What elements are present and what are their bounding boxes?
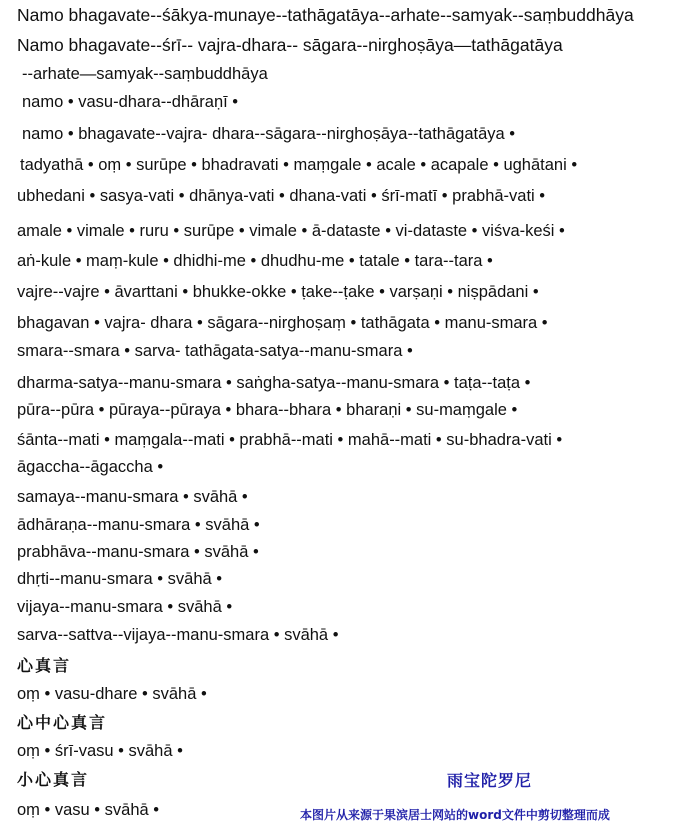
document-title: 雨宝陀罗尼	[447, 771, 533, 790]
mantra-line: ubhedani • sasya-vati • dhānya-vati • dhana-vati • śrī-matī • prabhā-vati •	[17, 187, 546, 205]
mantra-line: prabhāva--manu-smara • svāhā •	[17, 543, 259, 561]
mantra-line: smara--smara • sarva- tathāgata-satya--manu-smara •	[17, 342, 413, 360]
section-heading: 心中心真言	[17, 713, 108, 732]
mantra-line: pūra--pūra • pūraya--pūraya • bhara--bhara • bharaṇi • su-maṃgale •	[17, 401, 518, 419]
mantra-line: namo • vasu-dhara--dhāraṇī •	[22, 93, 239, 111]
mantra-line: vajre--vajre • āvarttani • bhukke-okke • ṭake--ṭake • varṣaṇi • niṣpādani •	[17, 283, 539, 301]
mantra-line: vijaya--manu-smara • svāhā •	[17, 598, 233, 616]
mantra-line: bhagavan • vajra- dhara • sāgara--nirghoṣaṃ • tathāgata • manu-smara •	[17, 314, 548, 332]
mantra-line: ādhāraṇa--manu-smara • svāhā •	[17, 516, 260, 534]
section-mantra: oṃ • śrī-vasu • svāhā •	[17, 742, 183, 760]
mantra-line: Namo bhagavate--śākya-munaye--tathāgatāya--arhate--samyak--saṃbuddhāya	[17, 5, 634, 25]
section-mantra: oṃ • vasu • svāhā •	[17, 801, 160, 819]
section-heading: 小心真言	[17, 770, 90, 789]
mantra-line: dharma-satya--manu-smara • saṅgha-satya--manu-smara • taṭa--taṭa •	[17, 374, 531, 392]
section-mantra: oṃ • vasu-dhare • svāhā •	[17, 685, 207, 703]
mantra-line: amale • vimale • ruru • surūpe • vimale • ā-dataste • vi-dataste • viśva-keśi •	[17, 222, 565, 240]
mantra-line: dhṛti--manu-smara • svāhā •	[17, 570, 223, 588]
mantra-line: tadyathā • oṃ • surūpe • bhadravati • maṃgale • acale • acapale • ughātani •	[20, 156, 578, 174]
mantra-line: --arhate—samyak--saṃbuddhāya	[22, 65, 268, 83]
source-caption: 本图片从来源于果滨居士网站的word文件中剪切整理而成	[300, 808, 610, 822]
mantra-line: sarva--sattva--vijaya--manu-smara • svāhā •	[17, 626, 339, 644]
mantra-line: śānta--mati • maṃgala--mati • prabhā--mati • mahā--mati • su-bhadra-vati •	[17, 431, 563, 449]
section-heading: 心真言	[17, 656, 72, 675]
mantra-line: Namo bhagavate--śrī-- vajra-dhara-- sāgara--nirghoṣāya—tathāgatāya	[17, 35, 563, 55]
mantra-line: namo • bhagavate--vajra- dhara--sāgara--nirghoṣāya--tathāgatāya •	[22, 125, 516, 143]
mantra-line: aṅ-kule • maṃ-kule • dhidhi-me • dhudhu-me • tatale • tara--tara •	[17, 252, 493, 270]
mantra-line: āgaccha--āgaccha •	[17, 458, 164, 476]
mantra-line: samaya--manu-smara • svāhā •	[17, 488, 248, 506]
